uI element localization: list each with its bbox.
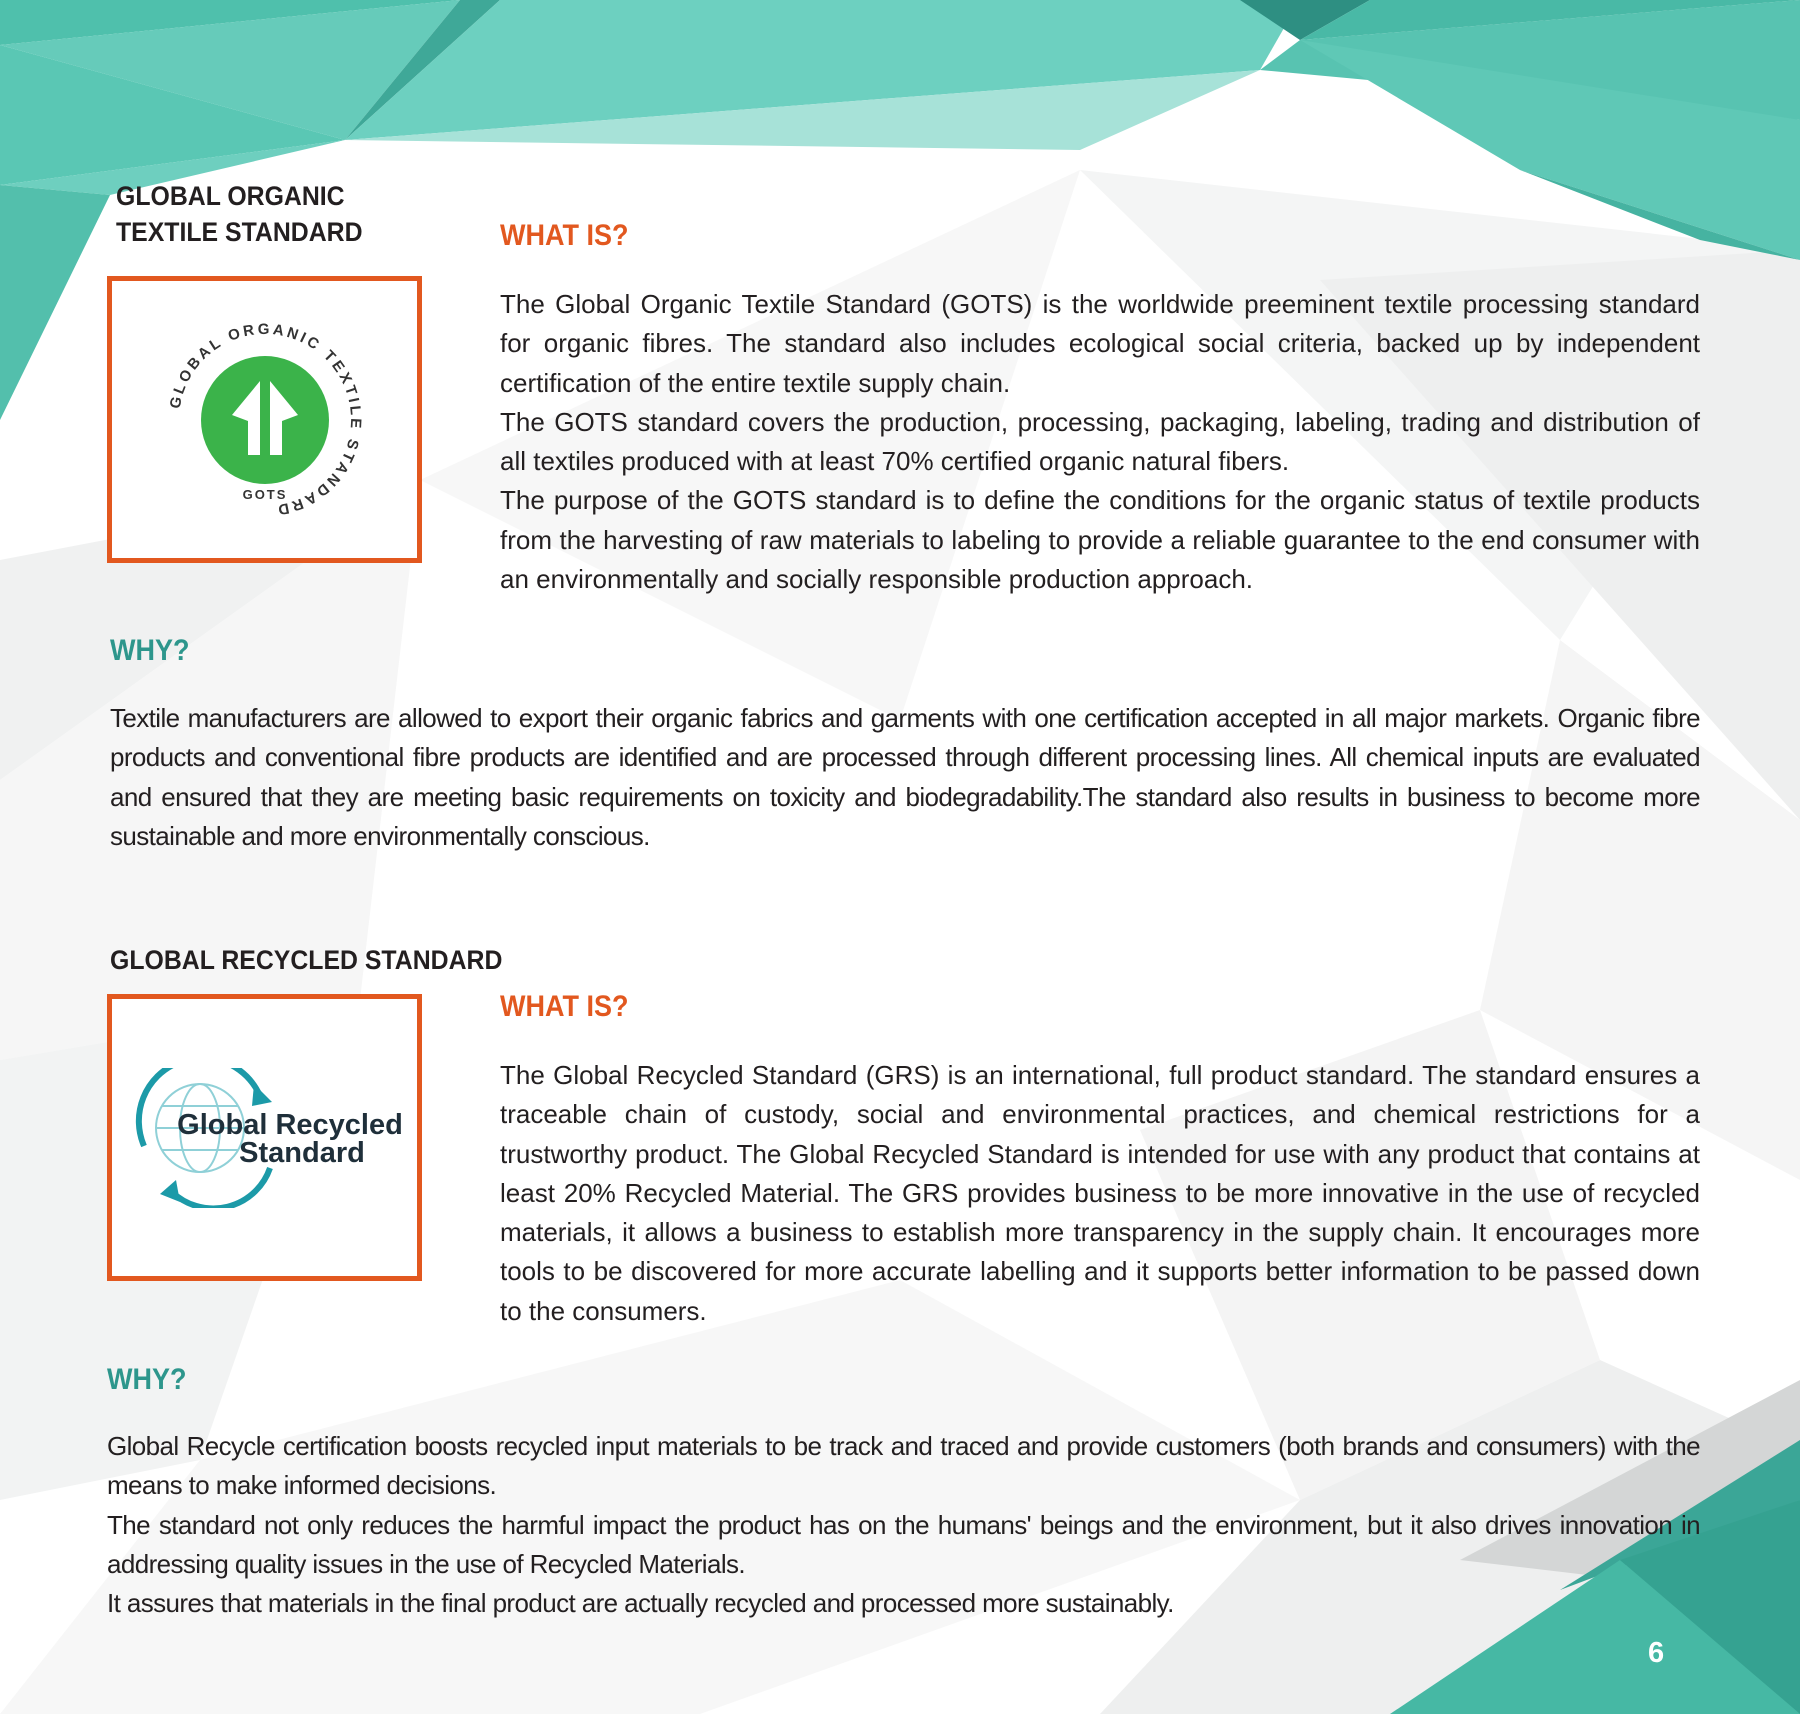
gots-title-line: GLOBAL ORGANIC [116,181,345,211]
grs-why-paragraph: Global Recycle certification boosts recycled input materials to be track and traced and provide customers (both brands and consumers) with the means to make informed decisions. [107,1431,1700,1501]
gots-title-line: TEXTILE STANDARD [116,217,363,247]
grs-why-text [107,1427,1700,1623]
gots-what-paragraph: The Global Organic Textile Standard (GOTS) is the worldwide preeminent textile processing standard for organic fibres. The standard also includes ecological social criteria, backed up by independent certification of the entire textile supply chain. [500,289,1700,398]
grs-why-paragraph: It assures that materials in the final product are actually recycled and processed more sustainably. [107,1588,1174,1619]
grs-what-paragraph: The Global Recycled Standard (GRS) is an international, full product standard. The standard ensures a traceable chain of custody, social and environmental practices, and chemical restrictions for a trustworthy product. The Global Recycled Standard is intended for use with any product that contains at least 20% Recycled Material. The GRS provides business to be more innovative in the use of recycled materials, it allows a business to establish more transparency in the supply chain. It encourages more tools to be discovered for more accurate labelling and it supports better information to be passed down to the consumers. [500,1060,1700,1326]
gots-what-paragraph: The purpose of the GOTS standard is to define the conditions for the organic status of textile products from the harvesting of raw materials to labeling to provide a reliable guarantee to the end consumer with an environmentally and socially responsible production approach. [500,485,1700,595]
gots-standard-title [116,178,363,250]
gots-green-circle [201,356,329,484]
grs-logo-frame [107,994,422,1281]
gots-badge-text: GOTS [242,486,287,502]
globe-recycle-icon [120,1068,410,1208]
gots-why-heading: WHY? [110,634,190,667]
gots-what-text [500,285,1700,599]
gots-shirt-logo-icon [160,315,370,525]
grs-why-paragraph: The standard not only reduces the harmful impact the product has on the humans' beings and the environment, but it also drives innovation in addressing quality issues in the use of Recycled Materials. [107,1509,1700,1579]
gots-why-paragraph: Textile manufacturers are allowed to export their organic fabrics and garments with one certification accepted in all major markets. Organic fibre products and conventional fibre products are identified and are processed through different processing lines. All chemical inputs are evaluated and ensured that they are meeting basic requirements on toxicity and biodegradability.The standard also results in business to become more sustainable and more environmentally conscious. [110,703,1700,851]
grs-standard-title: GLOBAL RECYCLED STANDARD [110,945,503,975]
grs-what-heading: WHAT IS? [500,990,629,1023]
gots-ring-text: GLOBAL ORGANIC TEXTILE STANDARD [166,320,364,519]
grs-logo-line2: Standard [238,1136,365,1169]
gots-what-paragraph: The GOTS standard covers the production, processing, packaging, labeling, trading and distribution of all textiles produced with at least 70% certified organic natural fibers. [500,406,1700,477]
grs-why-heading: WHY? [107,1363,187,1396]
gots-why-text [110,699,1700,856]
gots-what-heading: WHAT IS? [500,219,629,252]
page-number: 6 [1648,1637,1665,1669]
grs-logo-line1: Global Recycled [176,1108,403,1141]
grs-what-text [500,1056,1700,1331]
grs-arrow-bottom [172,1168,270,1208]
gots-logo-frame [107,276,422,563]
